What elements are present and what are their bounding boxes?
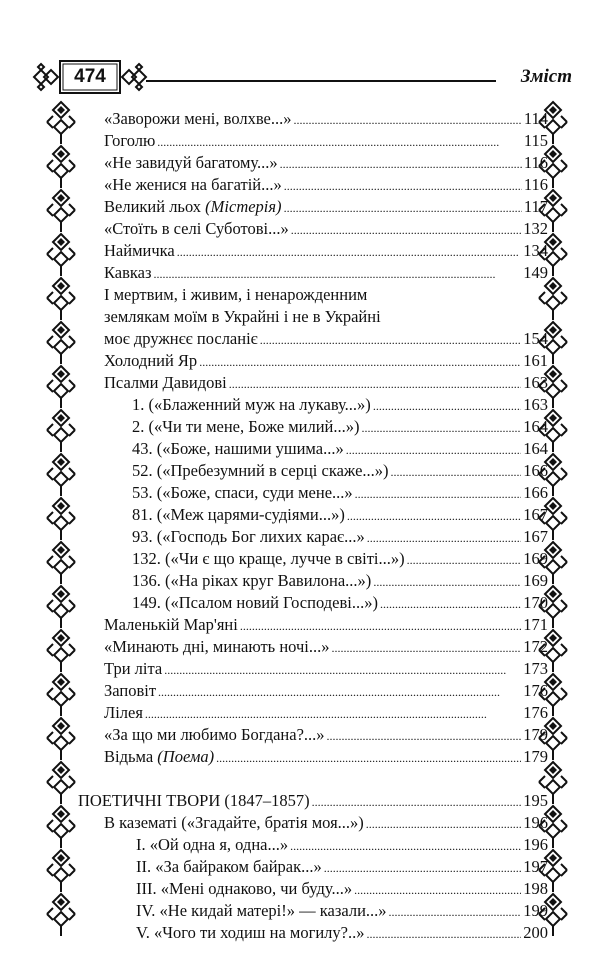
toc-entry-page: 154 bbox=[523, 329, 548, 348]
toc-entry-page: 166 bbox=[523, 483, 548, 502]
toc-entry[interactable] bbox=[104, 350, 548, 372]
dot-leader bbox=[366, 812, 521, 834]
toc-entry-title: моє дружнєє посланіє bbox=[104, 329, 258, 348]
dot-leader bbox=[291, 218, 522, 240]
toc-entry-title: 2. («Чи ти мене, Боже милий...») bbox=[132, 417, 360, 436]
toc-entry-page: 132 bbox=[523, 219, 548, 238]
toc-subentry[interactable] bbox=[104, 526, 548, 548]
dot-leader bbox=[380, 592, 521, 614]
toc-entry-title: Наймичка bbox=[104, 241, 175, 260]
page-number: 474 bbox=[74, 66, 106, 87]
toc-entry-title: Маленькій Мар'яні bbox=[104, 615, 238, 634]
dot-leader bbox=[327, 724, 522, 746]
dot-leader bbox=[355, 482, 522, 504]
dot-leader bbox=[347, 504, 521, 526]
toc-entry[interactable] bbox=[104, 152, 548, 174]
toc-section-heading[interactable] bbox=[78, 790, 548, 812]
dot-leader bbox=[293, 108, 521, 130]
toc-entry[interactable] bbox=[104, 174, 548, 196]
toc-entry[interactable] bbox=[104, 614, 548, 636]
toc-entry-page: 196 bbox=[523, 835, 548, 854]
toc-entry-title: I. «Ой одна я, одна...» bbox=[136, 835, 289, 854]
toc-subentry[interactable] bbox=[104, 504, 548, 526]
dot-leader bbox=[229, 372, 521, 394]
toc-entry-title: 132. («Чи є що краще, лучче в світі...») bbox=[132, 549, 405, 568]
dot-leader bbox=[158, 680, 521, 702]
toc-entry-page: 115 bbox=[523, 131, 548, 150]
toc-subentry[interactable] bbox=[104, 548, 548, 570]
toc-entry-title: III. «Мені однаково, чи буду...» bbox=[136, 879, 353, 898]
toc-entry-page: 149 bbox=[523, 263, 548, 282]
toc-subentry[interactable] bbox=[104, 438, 548, 460]
dot-leader bbox=[199, 350, 521, 372]
toc-entry[interactable] bbox=[104, 746, 548, 768]
toc-entry-genre: (Поема) bbox=[157, 747, 215, 766]
toc-entry-title: 81. («Меж царями-судіями...») bbox=[132, 505, 345, 524]
dot-leader bbox=[240, 614, 521, 636]
toc-entry-title: 149. («Псалом новий Господеві...») bbox=[132, 593, 378, 612]
dot-leader bbox=[260, 328, 522, 350]
toc-entry-genre: (Містерія) bbox=[205, 197, 282, 216]
toc-entry-title: II. «За байраком байрак...» bbox=[136, 857, 322, 876]
dot-leader bbox=[407, 548, 522, 570]
dot-leader bbox=[216, 746, 521, 768]
toc-subentry[interactable] bbox=[104, 856, 548, 878]
toc-entry-page: 179 bbox=[523, 725, 548, 744]
toc-entry-title: V. «Чого ти ходиш на могилу?..» bbox=[136, 923, 365, 942]
toc-entry-page: 198 bbox=[523, 879, 548, 898]
toc-entry-page: 169 bbox=[523, 571, 548, 590]
dot-leader bbox=[324, 856, 521, 878]
dot-leader bbox=[373, 394, 521, 416]
toc-entry-page: 163 bbox=[523, 373, 548, 392]
toc-subentry[interactable] bbox=[104, 900, 548, 922]
toc-entry[interactable] bbox=[104, 218, 548, 240]
toc-entry-page: 173 bbox=[523, 659, 548, 678]
toc-entry-page: 164 bbox=[523, 417, 548, 436]
toc-entry-page: 196 bbox=[523, 813, 548, 832]
toc-entry-title bbox=[104, 196, 282, 218]
toc-entry-page: 169 bbox=[523, 549, 548, 568]
toc-section-title: ПОЕТИЧНІ ТВОРИ (1847–1857) bbox=[78, 791, 310, 810]
toc-entry-page: 134 bbox=[523, 241, 548, 260]
toc-entry-title: «Минають дні, минають ночі...» bbox=[104, 637, 330, 656]
toc-entry-page: 161 bbox=[523, 351, 548, 370]
toc-entry-page: 179 bbox=[523, 747, 548, 766]
header-rule bbox=[146, 80, 496, 82]
toc-entry-title: Кавказ bbox=[104, 263, 152, 282]
toc-entry-title: 53. («Боже, спаси, суди мене...» bbox=[132, 483, 353, 502]
dot-leader bbox=[391, 460, 522, 482]
toc-entry-title: «Не женися на багатій...» bbox=[104, 175, 282, 194]
toc-entry[interactable] bbox=[104, 636, 548, 658]
dot-leader bbox=[346, 438, 522, 460]
toc-entry[interactable] bbox=[104, 262, 548, 284]
toc-entry[interactable] bbox=[104, 196, 548, 218]
toc-entry-title: Холодний Яр bbox=[104, 351, 198, 370]
toc-entry-page: 176 bbox=[523, 703, 548, 722]
toc-subentry[interactable] bbox=[104, 460, 548, 482]
toc-entry[interactable] bbox=[104, 108, 548, 130]
toc-entry-page: 167 bbox=[523, 527, 548, 546]
dot-leader bbox=[332, 636, 522, 658]
left-border-ornament-icon bbox=[44, 100, 78, 956]
toc-entry[interactable] bbox=[104, 724, 548, 746]
dot-leader bbox=[154, 262, 522, 284]
toc-entry-line: землякам моїм в Украйні і не в Украйні bbox=[104, 307, 381, 326]
toc-entry[interactable] bbox=[104, 328, 548, 350]
toc-subentry[interactable] bbox=[104, 416, 548, 438]
toc-entry-page: 116 bbox=[523, 175, 548, 194]
dot-leader bbox=[177, 240, 522, 262]
section-title: Зміст bbox=[520, 66, 572, 87]
dot-leader bbox=[164, 658, 521, 680]
toc-entry-title: 1. («Блаженний муж на лукаву...») bbox=[132, 395, 371, 414]
toc-entry-page: 166 bbox=[523, 461, 548, 480]
toc-entry-page: 117 bbox=[523, 197, 548, 216]
toc-entry-page: 114 bbox=[523, 109, 548, 128]
toc-entry-page: 199 bbox=[523, 901, 548, 920]
dot-leader bbox=[280, 152, 522, 174]
dot-leader bbox=[367, 922, 522, 944]
toc-entry-page: 195 bbox=[523, 791, 548, 810]
toc-entry-title: 136. («На ріках круг Вавилона...») bbox=[132, 571, 372, 590]
toc-entry-title: «Не завидуй багатому...» bbox=[104, 153, 278, 172]
toc-entry-title: 43. («Боже, нашими ушима...» bbox=[132, 439, 344, 458]
toc-entry-page: 200 bbox=[523, 923, 548, 942]
dot-leader bbox=[312, 790, 522, 812]
toc-subentry[interactable] bbox=[104, 834, 548, 856]
dot-leader bbox=[290, 834, 521, 856]
page-header bbox=[0, 0, 600, 100]
toc-entry-title: Заповіт bbox=[104, 681, 157, 700]
toc-entry-page: 176 bbox=[523, 681, 548, 700]
toc-entry-title: Псалми Давидові bbox=[104, 373, 227, 392]
toc-entry-page: 163 bbox=[523, 395, 548, 414]
toc-subentry[interactable] bbox=[104, 394, 548, 416]
dot-leader bbox=[354, 878, 521, 900]
toc-entry-title: «За що ми любимо Богдана?...» bbox=[104, 725, 325, 744]
toc-entry[interactable] bbox=[104, 680, 548, 702]
toc-entry-page: 116 bbox=[523, 153, 548, 172]
toc-entry-title: 93. («Господь Бог лихих карає...» bbox=[132, 527, 365, 546]
toc-entry[interactable] bbox=[104, 130, 548, 152]
toc-entry-title-main: Відьма bbox=[104, 747, 154, 766]
toc-entry-title-main: Великий льох bbox=[104, 197, 202, 216]
dot-leader bbox=[157, 130, 522, 152]
dot-leader bbox=[389, 900, 522, 922]
toc-subentry[interactable] bbox=[104, 592, 548, 614]
toc-entry[interactable] bbox=[104, 702, 548, 724]
section-gap bbox=[104, 768, 548, 790]
dot-leader bbox=[284, 196, 522, 218]
toc-entry-title: «Стоїть в селі Суботові...» bbox=[104, 219, 289, 238]
toc-entry[interactable] bbox=[104, 658, 548, 680]
toc-entry-page: 197 bbox=[523, 857, 548, 876]
toc-entry-title: 52. («Пребезумний в серці скаже...») bbox=[132, 461, 389, 480]
toc-entry-title: В казематі («Згадайте, братія моя...») bbox=[104, 813, 364, 832]
toc-entry[interactable] bbox=[104, 372, 548, 394]
toc-entry-line: І мертвим, і живим, і ненарожденним bbox=[104, 285, 368, 304]
toc-subentry[interactable] bbox=[104, 482, 548, 504]
toc-entry-title: Гоголю bbox=[104, 131, 156, 150]
toc-entry-page: 172 bbox=[523, 637, 548, 656]
dot-leader bbox=[373, 570, 521, 592]
toc-entry-title: IV. «Не кидай матері!» — казали...» bbox=[136, 901, 387, 920]
toc-entry-page: 171 bbox=[523, 615, 548, 634]
toc-subentry[interactable] bbox=[104, 878, 548, 900]
dot-leader bbox=[362, 416, 522, 438]
toc-entry-title: Три літа bbox=[104, 659, 163, 678]
table-of-contents bbox=[78, 108, 548, 944]
dot-leader bbox=[284, 174, 522, 196]
toc-entry-title: «Заворожи мені, волхве...» bbox=[104, 109, 292, 128]
toc-entry-page: 164 bbox=[523, 439, 548, 458]
toc-entry-page: 167 bbox=[523, 505, 548, 524]
toc-subentry[interactable] bbox=[104, 922, 548, 944]
toc-entry-page: 170 bbox=[523, 593, 548, 612]
toc-entry-title: Лілея bbox=[104, 703, 143, 722]
toc-entry-title bbox=[104, 746, 214, 768]
toc-subentry[interactable] bbox=[104, 570, 548, 592]
dot-leader bbox=[145, 702, 521, 724]
dot-leader bbox=[367, 526, 522, 548]
toc-entry[interactable] bbox=[104, 240, 548, 262]
toc-entry[interactable] bbox=[104, 812, 548, 834]
